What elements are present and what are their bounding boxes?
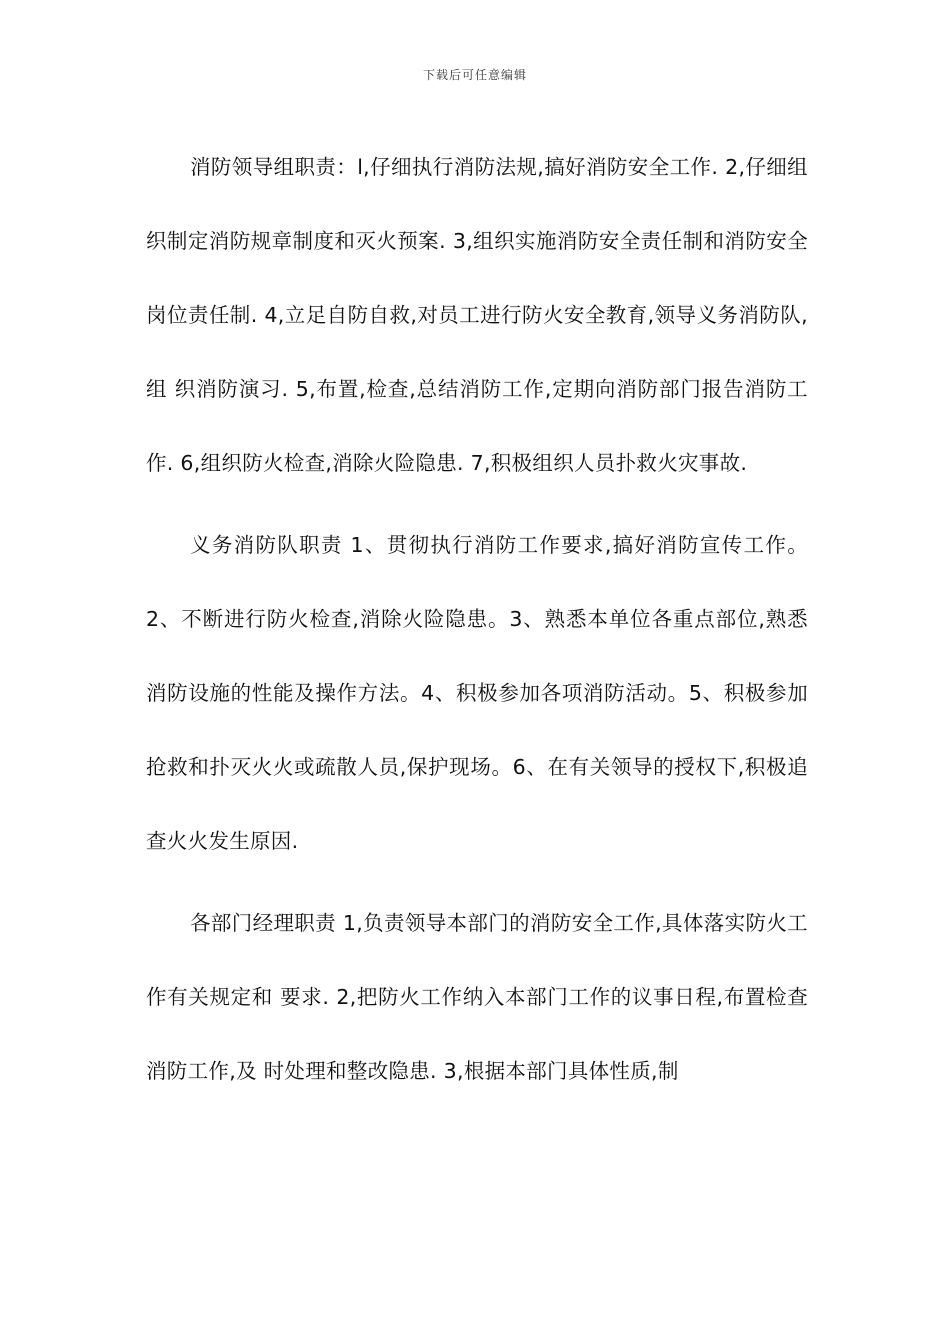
paragraph-fire-leadership-duties: 消防领导组职责：l,仔细执行消防法规,搞好消防安全工作. 2,仔细组织制定消防规章制度和灭火预案. 3,组织实施消防安全责任制和消防安全岗位责任制. 4,立足自防自救,对员工进行防火安全教育,领导义务消防队,组 织消防演习. 5,布置,检查,总结消防工作,定期向消防部门报告消防工作. 6,组织防火检查,消除火险隐患. 7,积极组织人员扑救火灾事故.: [146, 155, 808, 475]
document-body: [146, 130, 808, 1108]
paragraph-volunteer-fire-team-duties: 义务消防队职责 1、贯彻执行消防工作要求,搞好消防宣传工作。2、不断进行防火检查,消除火险隐患。3、熟悉本单位各重点部位,熟悉消防设施的性能及操作方法。4、积极参加各项消防活动。5、积极参加抢救和扑灭火火或疏散人员,保护现场。6、在有关领导的授权下,积极追查火火发生原因.: [146, 533, 808, 853]
header-note: 下载后可任意编辑: [422, 68, 527, 82]
paragraph-department-manager-duties: 各部门经理职责 1,负责领导本部门的消防安全工作,具体落实防火工作有关规定和 要求. 2,把防火工作纳入本部门工作的议事日程,布置检查消防工作,及 时处理和整改隐患. 3,根据本部门具体性质,制: [146, 911, 808, 1083]
